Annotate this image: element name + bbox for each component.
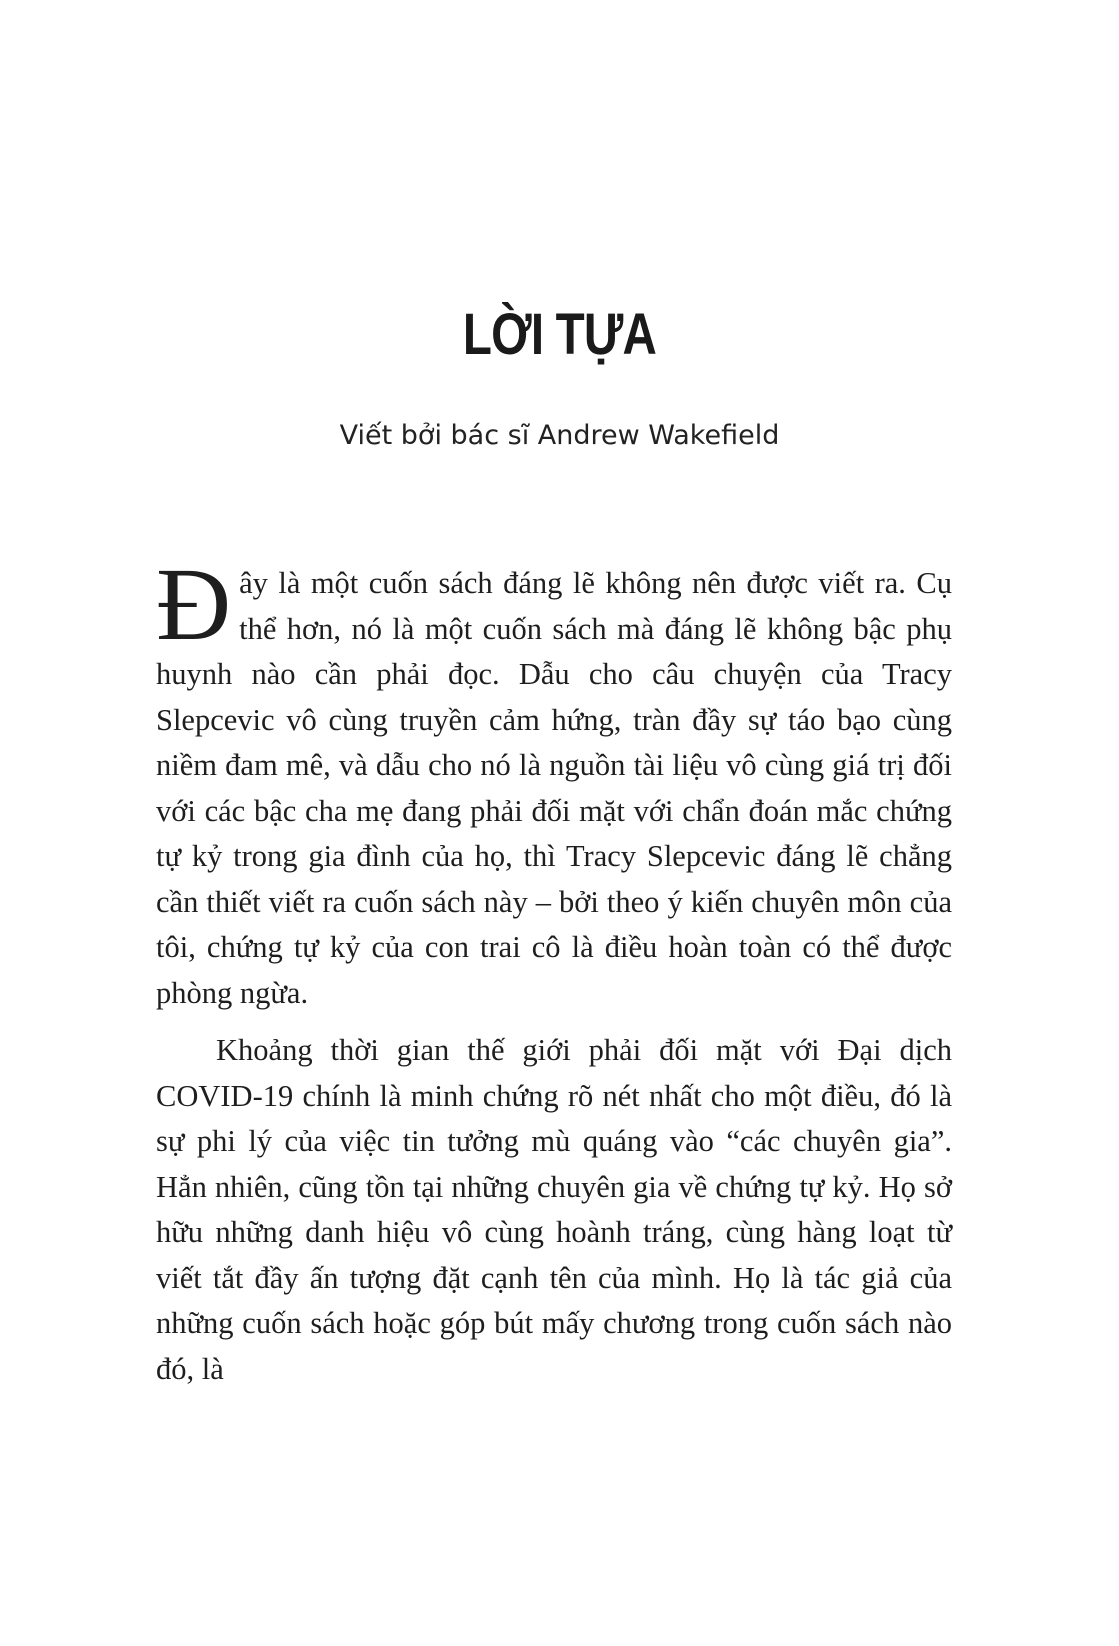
drop-cap: Đ [156,547,232,662]
paragraph-1 [156,547,952,1016]
paragraph-1-text: ây là một cuốn sách đáng lẽ không nên được viết ra. Cụ thể hơn, nó là một cuốn sách mà đáng lẽ không bậc phụ huynh nào cần phải đọc. Dẫu cho câu chuyện của Tracy Slepcevic vô cùng truyền cảm hứng, tràn đầy sự táo bạo cùng niềm đam mê, và dẫu cho nó là nguồn tài liệu vô cùng giá trị đối với các bậc cha mẹ đang phải đối mặt với chẩn đoán mắc chứng tự kỷ trong gia đình của họ, thì Tracy Slepcevic đáng lẽ chẳng cần thiết viết ra cuốn sách này – bởi theo ý kiến chuyên môn của tôi, chứng tự kỷ của con trai cô là điều hoàn toàn có thể được phòng ngừa. [156,566,952,1010]
chapter-title: LỜI TỰA [462,302,657,367]
chapter-subtitle: Viết bởi bác sĩ Andrew Wakefield [339,420,780,451]
body-text [156,547,952,1392]
paragraph-2: Khoảng thời gian thế giới phải đối mặt với Đại dịch COVID-19 chính là minh chứng rõ nét nhất cho một điều, đó là sự phi lý của việc tin tưởng mù quáng vào “các chuyên gia”. Hẳn nhiên, cũng tồn tại những chuyên gia về chứng tự kỷ. Họ sở hữu những danh hiệu vô cùng hoành tráng, cùng hàng loạt từ viết tắt đầy ấn tượng đặt cạnh tên của mình. Họ là tác giả của những cuốn sách hoặc góp bút mấy chương trong cuốn sách nào đó, là [156,1033,952,1386]
